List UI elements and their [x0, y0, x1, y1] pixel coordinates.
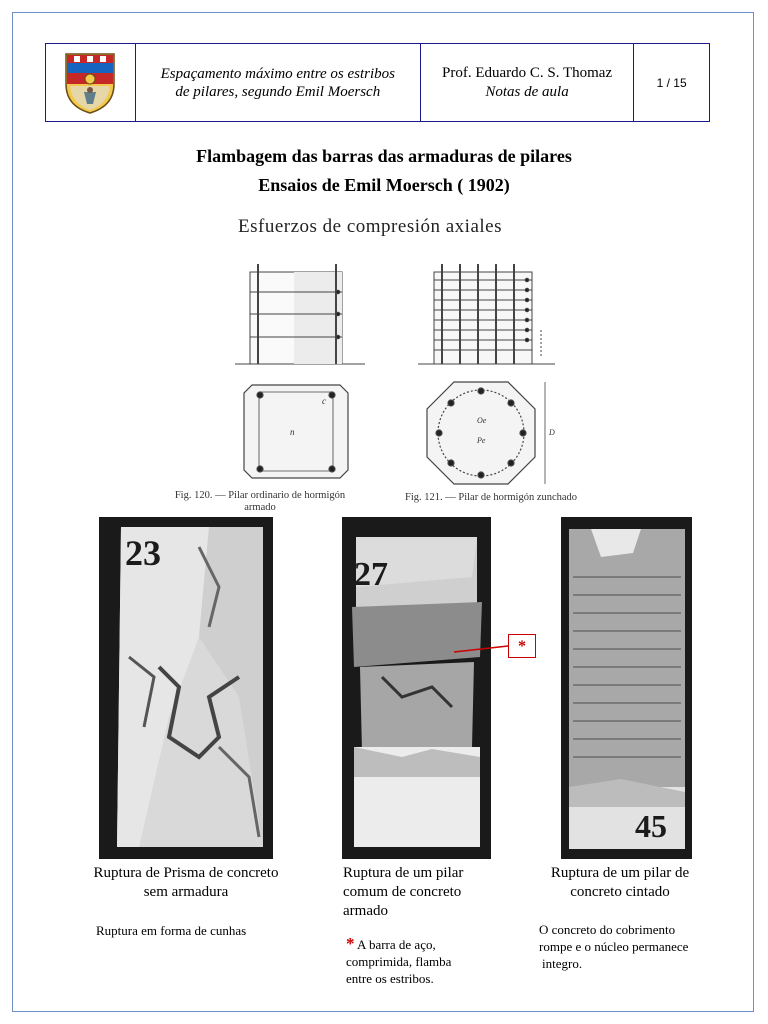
column-drawings [160, 242, 630, 517]
figure-caption-left-line1: Fig. 120. — Pilar ordinario de hormigón [174, 490, 346, 501]
caption-middle [343, 864, 513, 921]
subject-line-1: Espaçamento máximo entre os estribos [160, 65, 396, 82]
marker-arrow [452, 640, 512, 660]
technical-figure [160, 212, 630, 517]
note-middle-line1: A barra de aço, [354, 937, 436, 952]
note-star-icon: * [346, 934, 355, 953]
sub-title: Ensaios de Emil Moersch ( 1902) [258, 175, 510, 195]
photo-hooped-column-45 [561, 517, 692, 859]
note-right-line1: O concreto do cobrimento [539, 922, 676, 937]
ordinary-column-elevation [235, 264, 365, 364]
author-name: Prof. Eduardo C. S. Thomaz [441, 64, 613, 81]
buckling-marker: * [508, 634, 536, 658]
notes-label: Notas de aula [485, 83, 569, 100]
hooped-column-section [427, 382, 545, 484]
photo-prism-23 [99, 517, 273, 859]
photo-column-27 [342, 517, 491, 859]
note-right-line3: integro. [542, 956, 583, 971]
label-oe: Oe [477, 416, 487, 425]
caption-middle-line2: comum de concreto [343, 884, 462, 900]
caption-left-line1: Ruptura de Prisma de concreto [93, 865, 279, 881]
note-middle-line3: entre os estribos. [346, 971, 434, 986]
label-c: c [322, 396, 326, 406]
crest-shield-icon [62, 50, 118, 116]
note-left: Ruptura em forma de cunhas [96, 923, 247, 938]
page-number: 1 / 15 [656, 75, 687, 90]
note-right-line2: rompe e o núcleo permanece [539, 939, 689, 954]
page-number-cell [634, 44, 709, 121]
figure-caption-right: Fig. 121. — Pilar de hormigón zunchado [405, 492, 578, 503]
ordinary-column-section [244, 385, 348, 478]
main-title: Flambagem das barras das armaduras de pilares [196, 146, 572, 166]
header-table [45, 43, 710, 122]
note-middle-line2: comprimida, flamba [346, 954, 452, 969]
label-pe: Pe [477, 436, 486, 445]
caption-left [66, 864, 306, 902]
label-n: n [290, 427, 295, 437]
figure-caption-left [160, 490, 360, 514]
subject-line-2: de pilares, segundo Emil Moersch [175, 83, 381, 100]
caption-right-line1: Ruptura de um pilar de [550, 865, 690, 881]
caption-right-line2: concreto cintado [570, 884, 670, 900]
caption-middle-line3: armado [343, 903, 388, 919]
note-right [539, 921, 739, 972]
column-number: 27 [354, 556, 388, 593]
author-cell [421, 44, 634, 121]
caption-middle-line1: Ruptura de um pilar [343, 865, 464, 881]
figure-caption-left-line2: armado [244, 502, 276, 513]
caption-right [535, 864, 705, 902]
logo-cell [46, 44, 136, 121]
hooped-number: 45 [635, 808, 667, 844]
hooped-column-elevation [418, 264, 555, 364]
note-middle [346, 935, 516, 987]
label-d: D [549, 428, 555, 437]
caption-left-line2: sem armadura [143, 884, 229, 900]
figure-heading: Esfuerzos de compresión axiales [238, 216, 502, 237]
subject-cell [136, 44, 421, 121]
prism-number: 23 [125, 533, 161, 573]
